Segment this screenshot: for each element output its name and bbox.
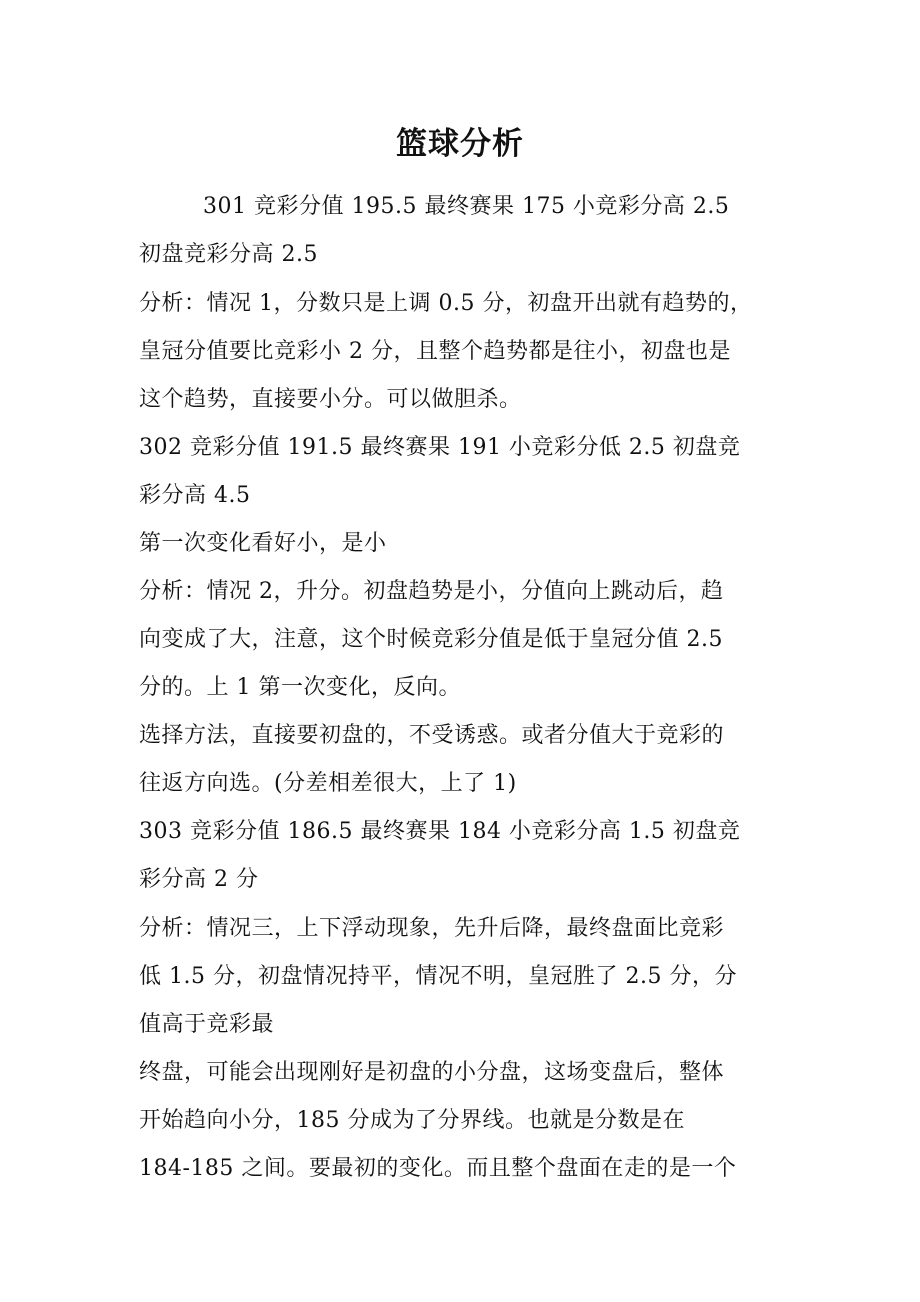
paragraph-line: 低 1.5 分，初盘情况持平，情况不明，皇冠胜了 2.5 分，分 bbox=[139, 964, 737, 989]
paragraph-line: 初盘竞彩分高 2.5 bbox=[139, 242, 318, 267]
paragraph-line: 值高于竞彩最 bbox=[139, 1012, 275, 1037]
paragraph-line: 分的。上 1 第一次变化，反向。 bbox=[139, 675, 461, 700]
document-title: 篮球分析 bbox=[396, 126, 524, 162]
paragraph-line: 终盘，可能会出现刚好是初盘的小分盘，这场变盘后，整体 bbox=[139, 1060, 725, 1085]
paragraph-line: 彩分高 2 分 bbox=[139, 867, 259, 892]
paragraph-line: 184-185 之间。要最初的变化。而且整个盘面在走的是一个 bbox=[139, 1156, 737, 1181]
paragraph-line: 303 竞彩分值 186.5 最终赛果 184 小竞彩分高 1.5 初盘竞 bbox=[139, 819, 741, 844]
paragraph-line: 301 竞彩分值 195.5 最终赛果 175 小竞彩分高 2.5 bbox=[203, 194, 730, 219]
paragraph-line: 分析：情况三，上下浮动现象，先升后降，最终盘面比竞彩 bbox=[139, 916, 725, 941]
paragraph-line: 皇冠分值要比竞彩小 2 分，且整个趋势都是往小，初盘也是 bbox=[139, 339, 731, 364]
paragraph-line: 分析：情况 1，分数只是上调 0.5 分，初盘开出就有趋势的， bbox=[139, 291, 753, 316]
paragraph-line: 开始趋向小分，185 分成为了分界线。也就是分数是在 bbox=[139, 1108, 685, 1133]
paragraph-line: 302 竞彩分值 191.5 最终赛果 191 小竞彩分低 2.5 初盘竞 bbox=[139, 435, 741, 460]
paragraph-line: 第一次变化看好小，是小 bbox=[139, 531, 387, 556]
paragraph-line: 这个趋势，直接要小分。可以做胆杀。 bbox=[139, 387, 522, 412]
paragraph-line: 分析：情况 2，升分。初盘趋势是小，分值向上跳动后，趋 bbox=[139, 579, 724, 604]
paragraph-line: 选择方法，直接要初盘的，不受诱惑。或者分值大于竞彩的 bbox=[139, 723, 725, 748]
paragraph-line: 彩分高 4.5 bbox=[139, 483, 251, 508]
paragraph-line: 往返方向选。(分差相差很大，上了 1) bbox=[139, 771, 517, 796]
paragraph-line: 向变成了大，注意，这个时候竞彩分值是低于皇冠分值 2.5 bbox=[139, 627, 723, 652]
